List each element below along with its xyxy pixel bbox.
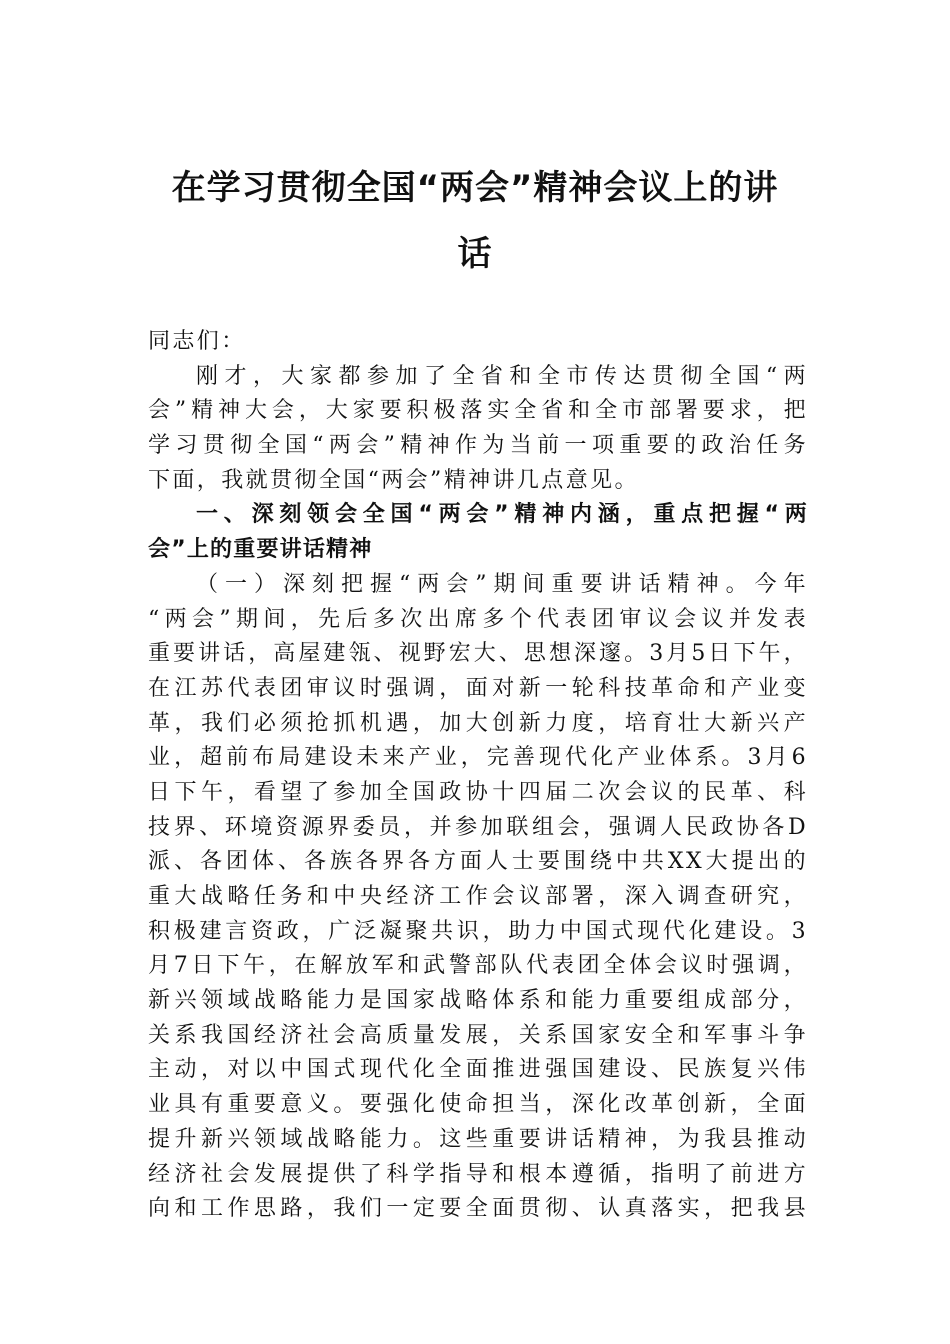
paragraph-line: 日下午，看望了参加全国政协十四届二次会议的民革、科 — [148, 779, 808, 805]
paragraph-line: 关系我国经济社会高质量发展，关系国家安全和军事斗争 — [148, 1022, 808, 1048]
paragraph-line: 重大战略任务和中央经济工作会议部署，深入调查研究， — [148, 884, 808, 909]
paragraph-line: 技界、环境资源界委员，并参加联组会，强调人民政协各D — [148, 814, 808, 840]
section-heading-line: 一、深刻领会全国“两会”精神内涵，重点把握“两 — [196, 502, 808, 528]
paragraph-line: 向和工作思路，我们一定要全面贯彻、认真落实，把我县 — [148, 1196, 808, 1222]
paragraph-line: 月7日下午，在解放军和武警部队代表团全体会议时强调， — [148, 953, 808, 979]
document-title — [120, 155, 830, 287]
paragraph-line: 在江苏代表团审议时强调，面对新一轮科技革命和产业变 — [148, 675, 808, 701]
document-body — [148, 325, 808, 1227]
paragraph-line: 业，超前布局建设未来产业，完善现代化产业体系。3月6 — [148, 745, 808, 771]
paragraph-line: 学习贯彻全国“两会”精神作为当前一项重要的政治任务 — [148, 433, 808, 459]
paragraph-line: （一）深刻把握“两会”期间重要讲话精神。今年 — [196, 571, 808, 597]
paragraph-line: 提升新兴领域战略能力。这些重要讲话精神，为我县推动 — [148, 1126, 808, 1152]
paragraph-line: 重要讲话，高屋建瓴、视野宏大、思想深邃。3月5日下午， — [148, 641, 808, 667]
paragraph-line: 革，我们必须抢抓机遇，加大创新力度，培育壮大新兴产 — [148, 710, 808, 736]
paragraph-line: 派、各团体、各族各界各方面人士要围绕中共XX大提出的 — [148, 849, 808, 875]
title-line: 话 — [457, 234, 493, 274]
paragraph-line: 主动，对以中国式现代化全面推进强国建设、民族复兴伟 — [148, 1057, 808, 1083]
paragraph-line: 下面，我就贯彻全国“两会”精神讲几点意见。 — [148, 467, 639, 493]
paragraph-line: “两会”期间，先后多次出席多个代表团审议会议并发表 — [148, 606, 808, 632]
paragraph-line: 会”精神大会，大家要积极落实全省和全市部署要求，把 — [148, 398, 808, 424]
paragraph-line: 新兴领域战略能力是国家战略体系和能力重要组成部分， — [148, 988, 808, 1014]
section-heading-line: 会”上的重要讲话精神 — [148, 537, 373, 563]
paragraph-line: 经济社会发展提供了科学指导和根本遵循，指明了前进方 — [148, 1161, 808, 1187]
title-line: 在学习贯彻全国“两会”精神会议上的讲 — [171, 168, 779, 208]
salutation: 同志们： — [148, 329, 246, 354]
paragraph-line: 积极建言资政，广泛凝聚共识，助力中国式现代化建设。3 — [148, 918, 808, 944]
paragraph-line: 刚才，大家都参加了全省和全市传达贯彻全国“两 — [196, 363, 808, 389]
paragraph-line: 业具有重要意义。要强化使命担当，深化改革创新，全面 — [148, 1092, 808, 1118]
